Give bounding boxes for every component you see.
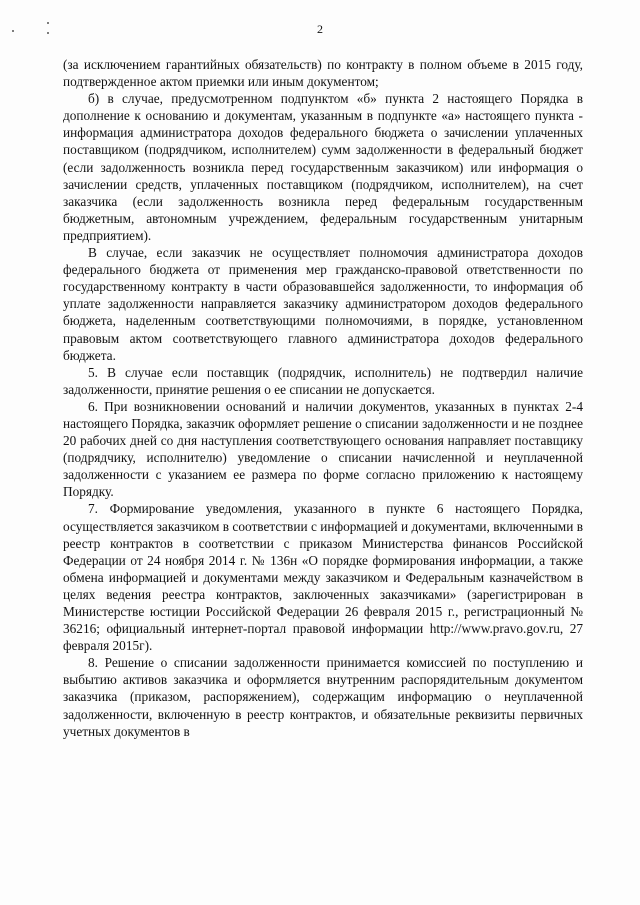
paragraph-item-8: 8. Решение о списании задолженности принимается комиссией по поступлению и выбытию активов заказчика и оформляется внутренним распорядительным документом заказчика (приказом, распоряжением), содержащим информацию о неуплаченной задолженности, включенную в реестр контрактов, и обязательные реквизиты первичных учетных документов в [63,655,583,739]
paragraph-continuation: (за исключением гарантийных обязательств) по контракту в полном объеме в 2015 году, подтвержденное актом приемки или иным документом; [63,57,583,90]
paragraph-item-5: 5. В случае если поставщик (подрядчик, исполнитель) не подтвердил наличие задолженности, принятие решения о ее списании не допускается. [63,364,583,397]
paragraph-item-6: 6. При возникновении оснований и наличии документов, указанных в пунктах 2-4 настоящего Порядка, заказчик оформляет решение о списании задолженности и не позднее 20 рабочих дней со дня наступления соответствующего основания направляет поставщику (подрядчику, исполнителю) уведомление о списании начисленной и неуплаченной задолженности с указанием ее размера по форме согласно приложению к настоящему Порядку. [63,398,583,500]
page-number: 2 [317,22,323,36]
paragraph-administrator-note: В случае, если заказчик не осуществляет полномочия администратора доходов федерального бюджета от применения мер гражданско-правовой ответственности по государственному контракту в части образовавшейся задолженности, то информация об уплате задолженности направляется заказчику администратором доходов федерального бюджета, наделенным соответствующими полномочиями, в порядке, установленном правовым актом соответствующего главного администратора доходов федерального бюджета. [63,245,583,363]
document-body [63,56,583,740]
paragraph-item-7: 7. Формирование уведомления, указанного в пункте 6 настоящего Порядка, осуществляется заказчиком в соответствии с информацией и документами, включенными в реестр контрактов в соответствии с приказом Министерства финансов Российской Федерации от 24 ноября 2014 г. № 136н «О порядке формирования информации, а также обмена информацией и документами между заказчиком и Федеральным казначейством в целях ведения реестра контрактов, заключенных заказчиками» (зарегистрирован в Министерстве юстиции Российской Федерации 26 февраля 2015 г., регистрационный № 36216; официальный интернет-портал правовой информации http://www.pravo.gov.ru, 27 февраля 2015г). [63,501,583,654]
paragraph-subitem-b: б) в случае, предусмотренном подпунктом «б» пункта 2 настоящего Порядка в дополнение к основанию и документам, указанным в подпункте «а» настоящего пункта - информация администратора доходов федерального бюджета о зачислении уплаченных поставщиком (подрядчиком, исполнителем) сумм задолженности в федеральный бюджет (если задолженность возникла перед государственным заказчиком) или информация о зачислении средств, уплаченных поставщиком (подрядчиком, исполнителем), на счет заказчика (если задолженность возникла перед федеральным государственным бюджетным, автономным учреждением, федеральным государственным унитарным предприятием). [63,91,583,243]
